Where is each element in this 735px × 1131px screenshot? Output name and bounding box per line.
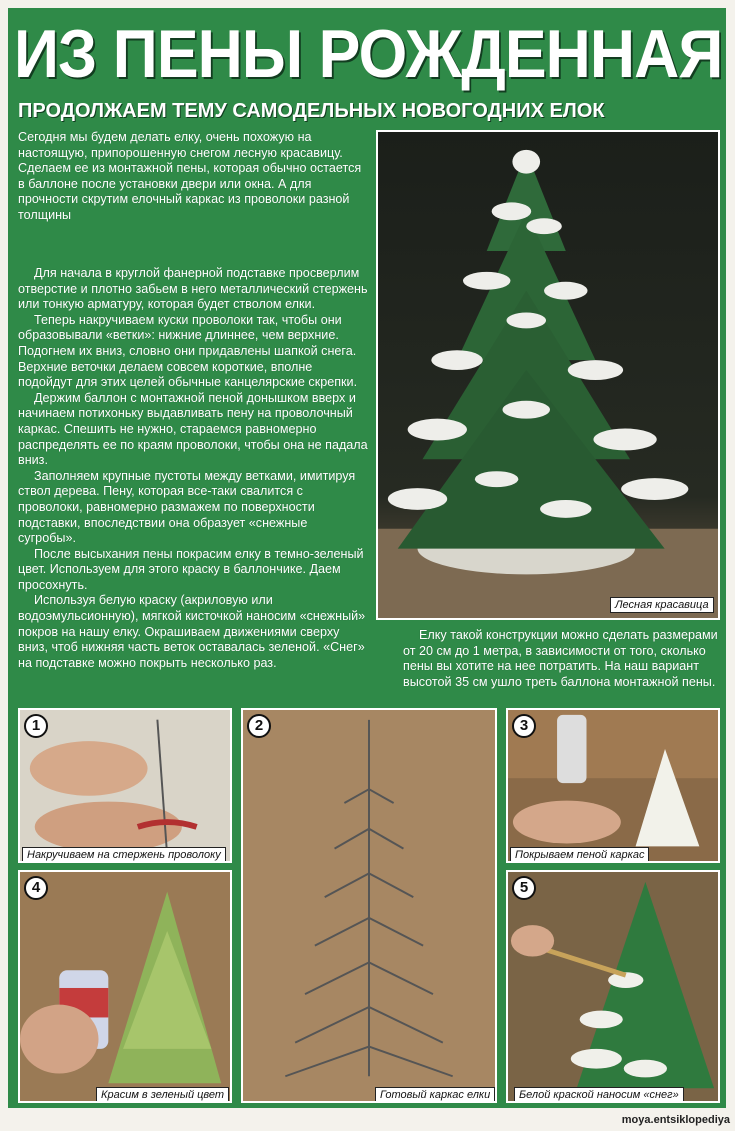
body-paragraph-4: Заполняем крупные пустоты между ветками, имитируя ствол дерева. Пену, которая все-таки свалится с проволоки, равномерно размажем по поверхности подставки, впоследствии она образует «снежные сугробы». <box>18 468 356 546</box>
article-page <box>8 8 726 1108</box>
article-title: ИЗ ПЕНЫ РОЖДЕННАЯ <box>14 16 723 92</box>
intro-paragraph: Сегодня мы будем делать елку, очень похожую на настоящую, припорошенную снегом лесную красавицу. Сделаем ее из монтажной пены, которая обычно остается в баллоне после установки двери или окна. А для прочности скрутим елочный каркас из проволоки разной толщины <box>18 130 362 222</box>
article-subtitle: ПРОДОЛЖАЕМ ТЕМУ САМОДЕЛЬНЫХ НОВОГОДНИХ ЕЛОК <box>18 100 605 122</box>
step-photo-3 <box>506 708 720 863</box>
main-photo-tree <box>376 130 720 620</box>
green-paint-illustration <box>20 872 230 1101</box>
body-paragraph-3: Держим баллон с монтажной пеной донышком вверх и начинаем потихоньку выдавливать пену на проволочный каркас. Спешить не нужно, стараемся равномерно распределять ее по краям проволоки, чтобы она не падала вниз. <box>18 390 368 468</box>
step-caption-5: Белой краской наносим «снег» <box>514 1087 684 1103</box>
step-caption-3: Покрываем пеной каркас <box>510 847 649 863</box>
size-note <box>403 628 721 690</box>
step-photo-5 <box>506 870 720 1103</box>
body-paragraph-2: Теперь накручиваем куски проволоки так, чтобы они образовывали «ветки»: нижние длиннее, чем верхние. Подогнем их вниз, словно они придавлены шапкой снега. Верхние веточки делаем совсем короткие, вполне подойдут для этих целей обычные канцелярские скрепки. <box>18 312 358 390</box>
intro-text <box>18 130 368 224</box>
step-caption-1: Накручиваем на стержень проволоку <box>22 847 226 863</box>
step-photo-1 <box>18 708 232 863</box>
snowy-tree-illustration <box>378 132 718 618</box>
wire-frame-illustration <box>243 710 495 1101</box>
step-number-5: 5 <box>512 876 536 900</box>
step-caption-4: Красим в зеленый цвет <box>96 1087 229 1103</box>
step-number-2: 2 <box>247 714 271 738</box>
site-watermark: moya.entsiklopediya <box>621 1114 730 1126</box>
step-photo-4 <box>18 870 232 1103</box>
main-photo-caption: Лесная красавица <box>610 597 714 613</box>
body-paragraph-5: После высыхания пены покрасим елку в темно-зеленый цвет. Используем для этого краску в баллончике. Даем просохнуть. <box>18 546 364 592</box>
step-number-1: 1 <box>24 714 48 738</box>
step-number-4: 4 <box>24 876 48 900</box>
step-caption-2: Готовый каркас елки <box>375 1087 495 1103</box>
body-paragraph-6: Используя белую краску (акриловую или водоэмульсионную), мягкой кисточкой наносим «снежный» покров на нашу елку. Окрашиваем движениями сверху вниз, чтоб нижняя часть веток оставалась зеленой. «Снег» на подставке можно покрыть несколько раз. <box>18 593 366 670</box>
foam-spray-illustration <box>508 710 718 861</box>
hands-wire-illustration <box>20 710 230 861</box>
body-paragraph-1: Для начала в круглой фанерной подставке просверлим отверстие и плотно забьем в него металлический стержень или тонкую арматуру, которая будет стволом елки. <box>18 266 368 312</box>
step-photo-2 <box>241 708 497 1103</box>
step-number-3: 3 <box>512 714 536 738</box>
article-body <box>18 266 368 671</box>
size-note-paragraph: Елку такой конструкции можно сделать размерами от 20 см до 1 метра, в зависимости от того, сколько пены вы хотите на нее потратить. На наш вариант высотой 35 см ушло треть баллона монтажной пены. <box>403 628 718 689</box>
white-paint-illustration <box>508 872 718 1101</box>
